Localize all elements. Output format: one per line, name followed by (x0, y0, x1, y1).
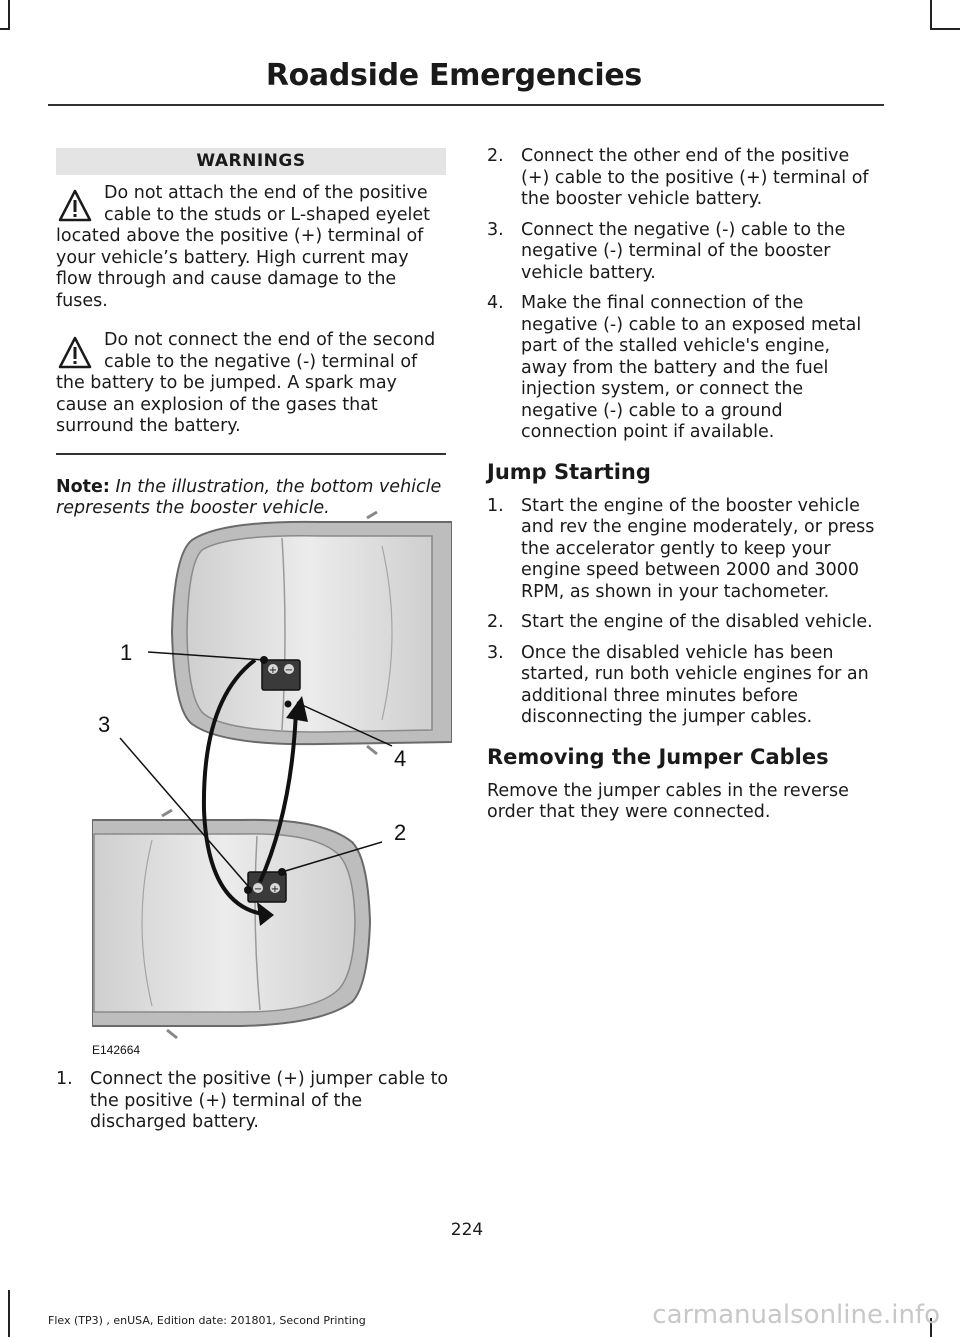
watermark: carmanualsonline.info (652, 1300, 940, 1330)
callout-2: 2 (394, 820, 407, 845)
jump-start-illustration (92, 510, 452, 1058)
step-number: 3. (487, 219, 504, 240)
section-heading-jump-starting: Jump Starting (487, 459, 651, 484)
plus-terminal-label: + (268, 665, 278, 676)
minus-terminal-label: − (284, 665, 294, 676)
step-text: Start the engine of the disabled vehicle. (521, 612, 873, 632)
footer-edition: Flex (TP3) , enUSA, Edition date: 201801, Second Printing (48, 1314, 366, 1327)
step-text: Connect the other end of the positive (+) cable to the positive (+) terminal of the booster vehicle battery. (521, 146, 869, 209)
header-divider (48, 104, 884, 106)
figure-id: E142664 (92, 1043, 141, 1057)
connect-steps-left (56, 1069, 451, 1143)
warnings-heading: WARNINGS (56, 148, 446, 175)
step-text: Once the disabled vehicle has been started, run both vehicle engines for an additional three minutes before disconnecting the jumper cables. (521, 642, 869, 727)
warning-item (56, 183, 446, 312)
crop-mark (930, 0, 932, 30)
step-number: 1. (56, 1069, 73, 1089)
warning-triangle-icon (58, 189, 92, 223)
crop-mark (8, 1290, 10, 1337)
warning-item (56, 330, 446, 438)
crop-mark (0, 28, 10, 30)
warning-text: Do not attach the end of the positive cable to the studs or L-shaped eyelet located above the positive (+) terminal of your vehicle’s battery. High current may flow through and cause damage to the fuses. (56, 183, 430, 311)
step-text: Connect the negative (-) cable to the negative (-) terminal of the booster vehicle battery. (521, 219, 846, 283)
note-text: In the illustration, the bottom vehicle represents the booster vehicle. (56, 476, 442, 518)
section-heading-removing-cables: Removing the Jumper Cables (487, 744, 829, 769)
plus-terminal-label: + (270, 884, 280, 895)
crop-mark (930, 28, 960, 30)
page-title: Roadside Emergencies (265, 58, 642, 93)
warning-text: Do not connect the end of the second cable to the negative (-) terminal of the battery to be jumped. A spark may cause an explosion of the gases that surround the battery. (56, 330, 436, 436)
crop-mark (8, 0, 10, 30)
booster-vehicle (92, 810, 370, 1038)
step-text: Start the engine of the booster vehicle and rev the engine moderately, or press the accelerator gently to keep your engine speed between 2000 and 3000 RPM, as shown in your tachometer. (521, 495, 875, 602)
note-label: Note: (56, 476, 110, 497)
removing-text: Remove the jumper cables in the reverse order that they were connected. (487, 780, 849, 822)
step-number: 4. (487, 293, 504, 313)
right-column (487, 146, 881, 824)
callout-4: 4 (394, 746, 407, 771)
left-column (56, 148, 446, 520)
step-number: 2. (487, 612, 504, 632)
warnings-divider (56, 453, 446, 455)
list-item (487, 146, 881, 211)
list-item (487, 496, 881, 604)
step-number: 2. (487, 146, 504, 166)
step-text: Make the final connection of the negative (-) cable to an exposed metal part of the stalled vehicle's engine, away from the battery and the fuel injection system, or connect the negative (-) cable to a ground connection point if available. (521, 293, 862, 442)
list-item (56, 1069, 451, 1134)
callout-1: 1 (120, 640, 133, 665)
step-number: 1. (487, 495, 504, 516)
warning-triangle-icon (58, 336, 92, 370)
minus-terminal-label: − (253, 884, 263, 895)
list-item (487, 293, 881, 444)
list-item (487, 643, 881, 729)
list-item (487, 220, 881, 285)
page-number: 224 (450, 1220, 484, 1240)
step-text: Connect the positive (+) jumper cable to the positive (+) terminal of the discharged battery. (90, 1069, 449, 1132)
list-item (487, 612, 881, 634)
callout-3: 3 (98, 712, 111, 737)
step-number: 3. (487, 642, 504, 663)
